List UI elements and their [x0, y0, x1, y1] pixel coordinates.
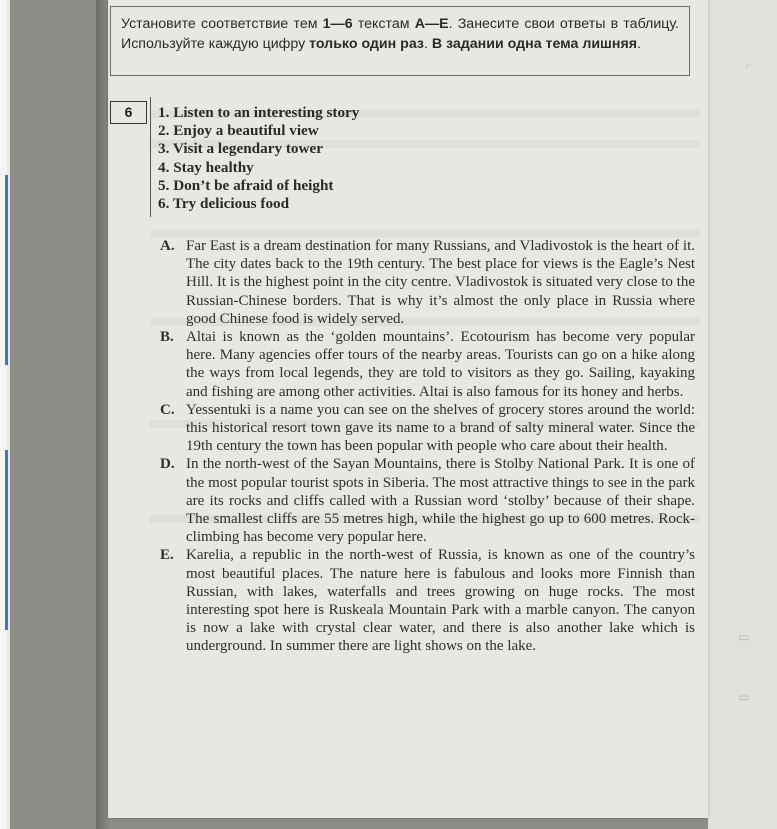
adjacent-page-edge [708, 0, 777, 829]
text-letter: B. [160, 329, 174, 346]
topic-number: 4. [158, 158, 170, 176]
topic-item [158, 104, 359, 122]
topic-text: Don’t be afraid of height [173, 176, 334, 194]
text-item-e [160, 546, 695, 655]
text-letter: A. [160, 238, 175, 254]
topics-list [158, 104, 359, 213]
text-item-c [160, 401, 695, 456]
topic-item [158, 140, 359, 158]
topic-item [158, 177, 359, 195]
text-item-a [160, 237, 695, 328]
text-body: Yessentuki is a name you can see on the shelves of grocery stores around the world: this historical resort town gave its name to a brand of salty mineral water. Since the 19th century the town has been popular with people who care about their health. [186, 401, 695, 455]
instruction-emphasis: только один раз [309, 35, 424, 52]
text-letter: D. [160, 456, 175, 473]
instruction-text: текстам [352, 16, 415, 32]
topic-text: Enjoy a beautiful view [173, 122, 319, 140]
instruction-emphasis: В задании одна тема лишняя [431, 35, 638, 52]
instruction-text: . [637, 35, 641, 52]
text-item-d [160, 455, 695, 546]
task-instruction-box [110, 6, 690, 76]
instruction-texts-range: А—Е [414, 16, 449, 32]
topic-text: Listen to an interesting story [173, 104, 360, 121]
topic-number: 1. [158, 104, 170, 121]
task-divider-line [150, 97, 151, 217]
text-body: In the north-west of the Sayan Mountains, there is Stolby National Park. It is one of the most popular tourist spots in Siberia. The most attractive things to see in the park are its rocks and cliffs called with a Russian word ‘stolby’ because of their shape. The smallest cliffs are 55 metres high, while the highest go up to 600 metres. Rock-climbing has become very popular here. [186, 456, 695, 546]
window-left-edge [0, 0, 10, 829]
texts-list [160, 237, 695, 656]
text-item-b [160, 328, 695, 401]
topic-text: Stay healthy [173, 158, 254, 176]
bleed-mark: ⌐ [746, 58, 753, 72]
text-body: Far East is a dream destination for many Russians, and Vladivostok is the heart of it. The city dates back to the 19th century. The best place for views is the Eagle’s Nest Hill. It is the highest point in the city centre. Vladivostok is situated very close to the Russian-Chinese borders. That is why it’s almost the only place in Russia where good Chinese food is widely served. [186, 238, 695, 327]
bleed-mark: ▭ [738, 690, 750, 704]
topic-number: 2. [158, 122, 170, 140]
text-body: Altai is known as the ‘golden mountains’. Ecotourism has become very popular here. Many agencies offer tours of the nearby areas. Tourists can go on a hike along the ways from local legends, they are told to visitors as they go. Sailing, kayaking and fishing are among other activities. Altai is also famous for its honey and herbs. [186, 329, 695, 400]
bleed-mark: ▭ [738, 630, 750, 644]
topic-item [158, 122, 359, 140]
topic-number: 3. [158, 140, 170, 158]
topic-item [158, 159, 359, 177]
topic-item [158, 195, 359, 213]
topic-text: Try delicious food [172, 195, 290, 213]
task-number-box: 6 [110, 101, 147, 124]
left-accent-bar [5, 175, 8, 365]
instruction-topics-range: 1—6 [322, 16, 353, 32]
instruction-text: . Занесите свои ответы в таблицу. Используйте каждую цифру [121, 16, 679, 52]
left-accent-bar [5, 450, 8, 630]
text-letter: C. [160, 401, 175, 418]
topic-number: 6. [158, 195, 170, 213]
topic-number: 5. [158, 176, 170, 194]
text-body: Karelia, a republic in the north-west of Russia, is known as one of the country’s most beautiful places. The nature here is fabulous and looks more Finnish than Russian, with lakes, waterfalls and trees growing on huge rocks. The most interesting spot here is Ruskeala Mountain Park with a marble canyon. The canyon is now a lake with crystal clear water, and there is also another lake which is underground. In summer there are light shows on the lake. [186, 547, 695, 655]
instruction-text: Установите соответствие тем [121, 16, 323, 32]
topic-text: Visit a legendary tower [172, 140, 323, 158]
text-letter: E. [160, 547, 174, 564]
instruction-text: . [423, 35, 432, 52]
page-shadow [96, 0, 110, 829]
